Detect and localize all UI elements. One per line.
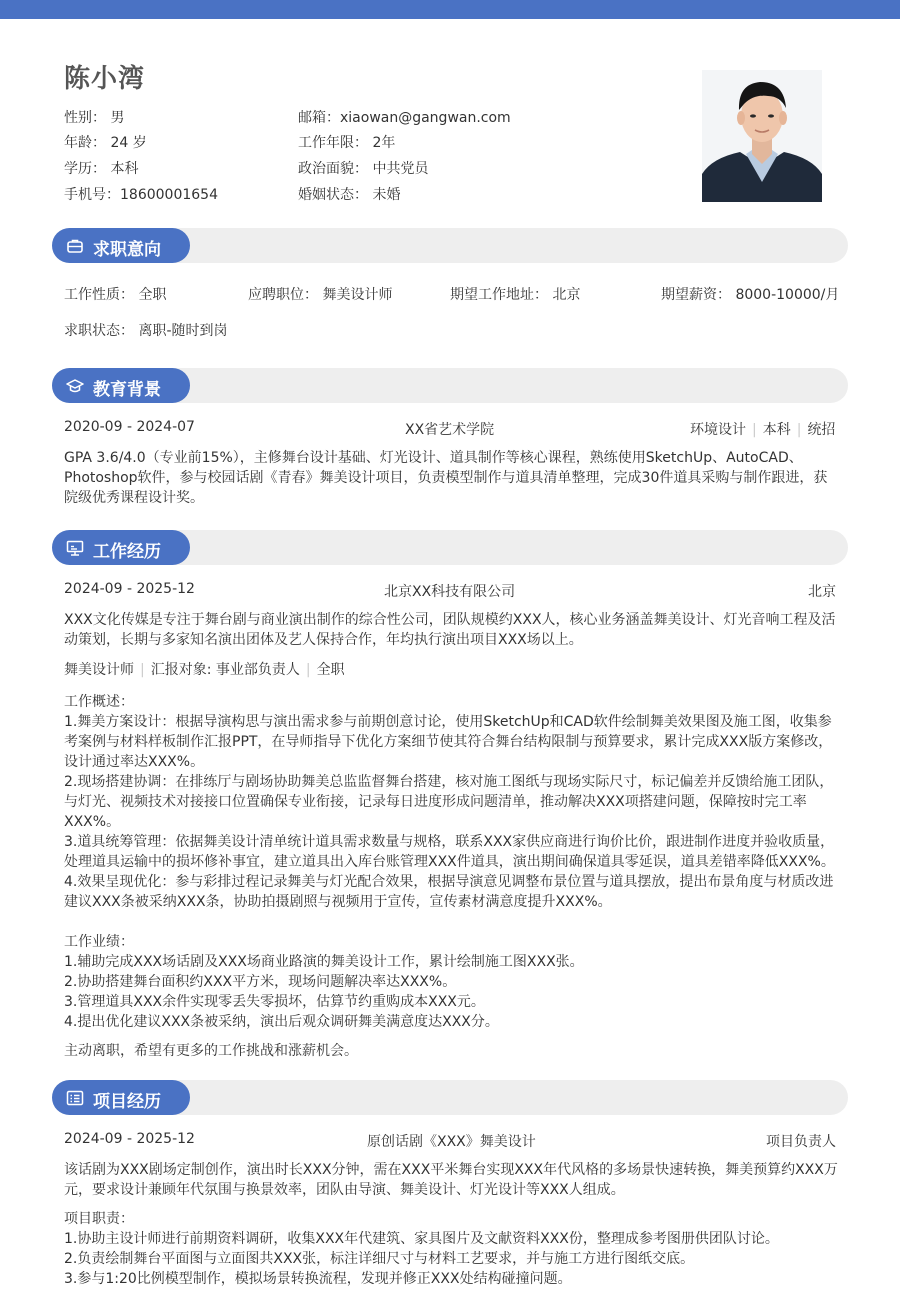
edu-description xyxy=(64,448,836,508)
edu-major: 环境设计 xyxy=(690,422,746,438)
company-description xyxy=(64,610,836,650)
candidate-name: 陈小湾 xyxy=(64,64,146,94)
section-header-work xyxy=(52,530,848,565)
age: 年龄： 24 岁 xyxy=(64,135,147,151)
text-line: 3.道具统筹管理：依据舞美设计清单统计道具需求数量与规格，联系XXX家供应商进行询价比价，跟进制作进度并验收质量， xyxy=(64,834,835,850)
edu-degree: 本科 xyxy=(762,422,791,438)
text-line: 元，要求设计兼顾年代氛围与换景效率，团队由导演、舞美设计、灯光设计等XXX人组成。 xyxy=(64,1182,625,1198)
work-years: 工作年限： 2年 xyxy=(298,135,396,151)
section-title: 工作经历 xyxy=(93,542,161,562)
work-tags: 舞美设计师 | 汇报对象: 事业部负责人 | 全职 xyxy=(64,662,345,678)
subheading: 项目职责： xyxy=(64,1211,134,1227)
intent-status: 求职状态： 离职-随时到岗 xyxy=(64,323,228,339)
phone: 手机号：18600001654 xyxy=(64,187,218,203)
work-summary xyxy=(64,692,836,912)
section-header-project xyxy=(52,1080,848,1115)
subheading: 工作业绩： xyxy=(64,934,134,950)
project-description xyxy=(64,1160,836,1200)
briefcase-icon xyxy=(66,237,84,255)
leave-reason: 主动离职，希望有更多的工作挑战和涨薪机会。 xyxy=(64,1043,358,1059)
work-report-to: 汇报对象: 事业部负责人 xyxy=(150,662,300,678)
intent-type: 工作性质： 全职 xyxy=(64,287,167,303)
section-pill xyxy=(52,530,190,565)
edu-enrollment: 统招 xyxy=(807,422,836,438)
project-role: 项目负责人 xyxy=(766,1134,836,1150)
work-period: 2024-09 - 2025-12 xyxy=(64,581,195,597)
section-pill xyxy=(52,228,190,263)
text-line: 建议XXX条被采纳XXX条，协助拍摄剧照与视频用于宣传，宣传素材满意度提升XXX%。 xyxy=(64,894,612,910)
edu-school: XX省艺术学院 xyxy=(405,422,495,438)
text-line: 4.效果呈现优化：参与彩排过程记录舞美与灯光配合效果，根据导演意见调整布景位置与道具摆放，提出布景角度与材质改进 xyxy=(64,874,834,890)
avatar xyxy=(702,70,822,202)
intent-location: 期望工作地址： 北京 xyxy=(450,287,581,303)
text-line: 2.负责绘制舞台平面图与立面图共XXX张，标注详细尺寸与材料工艺要求，并与施工方进行图纸交底。 xyxy=(64,1251,695,1267)
text-line: GPA 3.6/4.0（专业前15%），主修舞台设计基础、灯光设计、道具制作等核心课程，熟练使用SketchUp、AutoCAD、 xyxy=(64,450,803,466)
subheading: 工作概述： xyxy=(64,694,134,710)
top-accent-bar xyxy=(0,0,900,19)
text-line: Photoshop软件，参与校园话剧《青春》舞美设计项目，负责模型制作与道具清单整理，完成30件道具采购与制作跟进，获 xyxy=(64,470,828,486)
text-line: 该话剧为XXX剧场定制创作，演出时长XXX分钟，需在XXX平米舞台实现XXX年代风格的多场景快速转换，舞美预算约XXX万 xyxy=(64,1162,838,1178)
text-line: 2.现场搭建协调：在排练厅与剧场协助舞美总监监督舞台搭建，核对施工图纸与现场实际尺寸，标记偏差并反馈给施工团队， xyxy=(64,774,834,790)
work-job-type: 全职 xyxy=(316,662,345,678)
text-line: 3.参与1:20比例模型制作，模拟场景转换流程，发现并修正XXX处结构碰撞问题。 xyxy=(64,1271,572,1287)
text-line: 3.管理道具XXX余件实现零丢失零损坏，估算节约重购成本XXX元。 xyxy=(64,994,485,1010)
text-line: 1.辅助完成XXX场话剧及XXX场商业路演的舞美设计工作，累计绘制施工图XXX张。 xyxy=(64,954,584,970)
work-role: 舞美设计师 xyxy=(64,662,134,678)
text-line: XXX%。 xyxy=(64,814,121,830)
work-city: 北京 xyxy=(808,584,836,600)
text-line: 1.协助主设计师进行前期资料调研，收集XXX年代建筑、家具图片及文献资料XXX份，整理成参考图册供团队讨论。 xyxy=(64,1231,779,1247)
intent-position: 应聘职位： 舞美设计师 xyxy=(248,287,393,303)
text-line: 处理道具运输中的损坏修补事宜，建立道具出入库台账管理XXX件道具，演出期间确保道具零延误，道具差错率降低XXX%。 xyxy=(64,854,835,870)
section-pill xyxy=(52,368,190,403)
section-header-intent xyxy=(52,228,848,263)
text-line: 动策划，长期与多家知名演出团体及艺人保持合作，年均执行演出项目XXX场以上。 xyxy=(64,632,583,648)
presentation-board-icon xyxy=(66,539,84,557)
work-company: 北京XX科技有限公司 xyxy=(384,584,516,600)
section-title: 求职意向 xyxy=(93,240,161,260)
marital-status: 婚姻状态： 未婚 xyxy=(298,187,401,203)
edu-period: 2020-09 - 2024-07 xyxy=(64,419,195,435)
text-line: XXX文化传媒是专注于舞台剧与商业演出制作的综合性公司，团队规模约XXX人，核心业务涵盖舞美设计、灯光音响工程及活 xyxy=(64,612,836,628)
section-title: 项目经历 xyxy=(93,1092,161,1112)
section-pill xyxy=(52,1080,190,1115)
text-line: 4.提出优化建议XXX条被采纳，演出后观众调研舞美满意度达XXX分。 xyxy=(64,1014,499,1030)
intent-salary: 期望薪资： 8000-10000/月 xyxy=(661,287,840,303)
edu-tags: 环境设计 | 本科 | 统招 xyxy=(690,422,836,438)
project-duties xyxy=(64,1209,836,1289)
project-period: 2024-09 - 2025-12 xyxy=(64,1131,195,1147)
section-title: 教育背景 xyxy=(93,380,161,400)
list-icon xyxy=(66,1089,84,1107)
work-achievements xyxy=(64,932,836,1032)
project-name: 原创话剧《XXX》舞美设计 xyxy=(367,1134,536,1150)
gender: 性别： 男 xyxy=(64,110,125,126)
political-status: 政治面貌： 中共党员 xyxy=(298,161,429,177)
text-line: 与灯光、视频技术对接接口位置确保专业衔接，记录每日进度形成问题清单，推动解决XXX项搭建问题，保障按时完工率 xyxy=(64,794,807,810)
graduation-cap-icon xyxy=(66,377,84,395)
section-header-education xyxy=(52,368,848,403)
text-line: 院级优秀课程设计奖。 xyxy=(64,490,204,506)
text-line: 2.协助搭建舞台面积约XXX平方米，现场问题解决率达XXX%。 xyxy=(64,974,457,990)
email: 邮箱：xiaowan@gangwan.com xyxy=(298,110,511,126)
text-line: 1.舞美方案设计：根据导演构思与演出需求参与前期创意讨论，使用SketchUp和CAD软件绘制舞美效果图及施工图，收集参 xyxy=(64,714,832,730)
text-line: 设计通过率达XXX%。 xyxy=(64,754,205,770)
text-line: 考案例与材料样板制作汇报PPT，在导师指导下优化方案细节使其符合舞台结构限制与预算要求，累计完成XXX版方案修改， xyxy=(64,734,833,750)
education-level: 学历： 本科 xyxy=(64,161,139,177)
